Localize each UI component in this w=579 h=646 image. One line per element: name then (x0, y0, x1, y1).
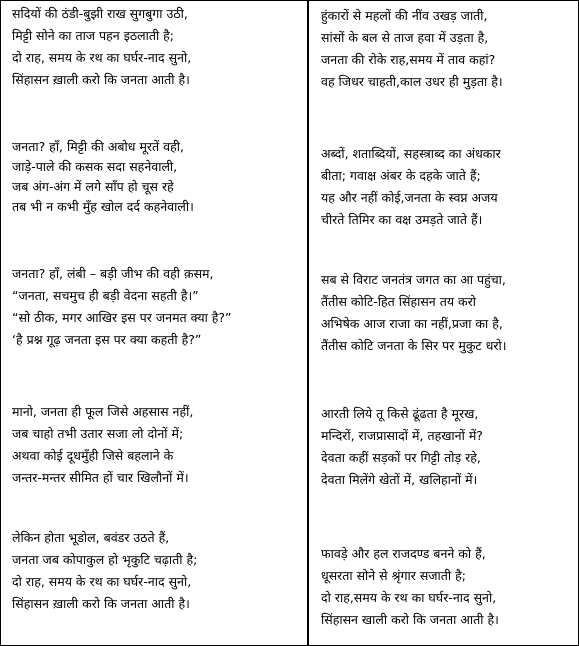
left-column (1, 1, 307, 645)
poem-line: तैंतीस कोटि-हित सिंहासन तय करो (321, 294, 476, 309)
poem-line: जनता? हाँ, मिट्टी की अबोध मूरतें वही, (12, 139, 184, 154)
right-stanza-5 (309, 543, 579, 631)
poem-line: सदियों की ठंडी-बुझी राख सुगबुगा उठी, (12, 6, 188, 21)
poem-line: सब से विराट जनतंत्र जगत का आ पहुंचा, (321, 272, 506, 287)
poem-line: मिट्टी सोने का ताज पहन इठलाती है; (12, 28, 175, 43)
poem-line: सिंहासन खाली करो कि जनता आती है। (321, 612, 499, 627)
poem-line: तैंतीस कोटि जनता के सिर पर मुकुट धरो। (321, 338, 507, 353)
poem-line: चीरते तिमिर का वक्ष उमड़ते जाते हैं। (321, 212, 483, 227)
poem-line: हुंकारों से महलों की नींव उखड़ जाती, (321, 8, 488, 23)
left-stanza-1 (1, 3, 307, 91)
poem-line: वह जिधर चाहती,काल उधर ही मुड़ता है। (321, 74, 503, 89)
poem-line: सिंहासन ख़ाली करो कि जनता आती है। (12, 72, 190, 87)
poem-line: फावड़े और हल राजदण्ड बनने को हैं, (321, 546, 486, 561)
poem-line: दो राह,समय के रथ का घर्घर-नाद सुनो, (321, 590, 497, 605)
left-stanza-3 (1, 263, 307, 351)
poem-line: धूसरता सोने से श्रृंगार सजाती है; (321, 568, 466, 583)
poem-line: देवता मिलेंगे खेतों में, खलिहानों में। (321, 472, 478, 487)
right-stanza-2 (309, 143, 579, 231)
poem-line: जन्तर-मन्तर सीमित हों चार खिलौनों में। (12, 470, 189, 485)
poem-line: बीता; गवाक्ष अंबर के दहके जाते हैं; (321, 168, 481, 183)
poem-line: “जनता, सचमुच ही बड़ी वेदना सहती है।” (12, 288, 199, 303)
left-stanza-2 (1, 137, 307, 217)
right-column (309, 1, 579, 645)
poem-line: दो राह, समय के रथ का घर्घर-नाद सुनो, (12, 574, 192, 589)
right-stanza-3 (309, 269, 579, 357)
poem-line: लेकिन होता भूडोल, बवंडर उठते हैं, (12, 530, 170, 545)
poem-line: तब भी न कभी मुँह खोल दर्द कहनेवाली। (12, 199, 194, 214)
poem-line: सिंहासन ख़ाली करो कि जनता आती है। (12, 596, 190, 611)
right-stanza-1 (309, 5, 579, 93)
poem-line: अब्दों, शताब्दियों, सहस्त्राब्द का अंधकार (321, 146, 501, 161)
poem-line: मानो, जनता ही फूल जिसे अहसास नहीं, (12, 404, 194, 419)
poem-line: जनता की रोके राह,समय में ताव कहां? (321, 52, 496, 67)
poem-line: आरती लिये तू किसे ढूंढता है मूरख, (321, 406, 479, 421)
left-stanza-5 (1, 527, 307, 615)
poem-line: देवता कहीं सड़कों पर गिट्टी तोड़ रहे, (321, 450, 481, 465)
poem-line: सांसों के बल से ताज हवा में उड़ता है, (321, 30, 489, 45)
poem-line: जाड़े-पाले की कसक सदा सहनेवाली, (12, 159, 178, 174)
poem-line: अथवा कोई दूधमुँही जिसे बहलाने के (12, 448, 174, 463)
right-stanza-4 (309, 403, 579, 491)
poem-line: जब चाहो तभी उतार सजा लो दोनों में; (12, 426, 184, 441)
poem-line: मन्दिरों, राजप्रासादों में, तहखानों में? (321, 428, 483, 443)
poem-line: दो राह, समय के रथ का घर्घर-नाद सुनो, (12, 50, 192, 65)
poem-line: जनता जब कोपाकुल हो भृकुटि चढ़ाती है; (12, 552, 198, 567)
left-stanza-4 (1, 401, 307, 489)
poem-line: अभिषेक आज राजा का नहीं,प्रजा का है, (321, 316, 503, 331)
poem-line: जब अंग-अंग में लगे साँप हो चूस रहे (12, 179, 174, 194)
poem-line: यह और नहीं कोई,जनता के स्वप्न अजय (321, 190, 498, 205)
poem-line: जनता? हाँ, लंबी – बड़ी जीभ की वही क़सम, (12, 266, 214, 281)
poem-line: “सो ठीक, मगर आखिर इस पर जनमत क्या है?” (12, 310, 232, 325)
poem-line: ‘है प्रश्न गूढ़ जनता इस पर क्या कहती है?” (12, 332, 202, 347)
